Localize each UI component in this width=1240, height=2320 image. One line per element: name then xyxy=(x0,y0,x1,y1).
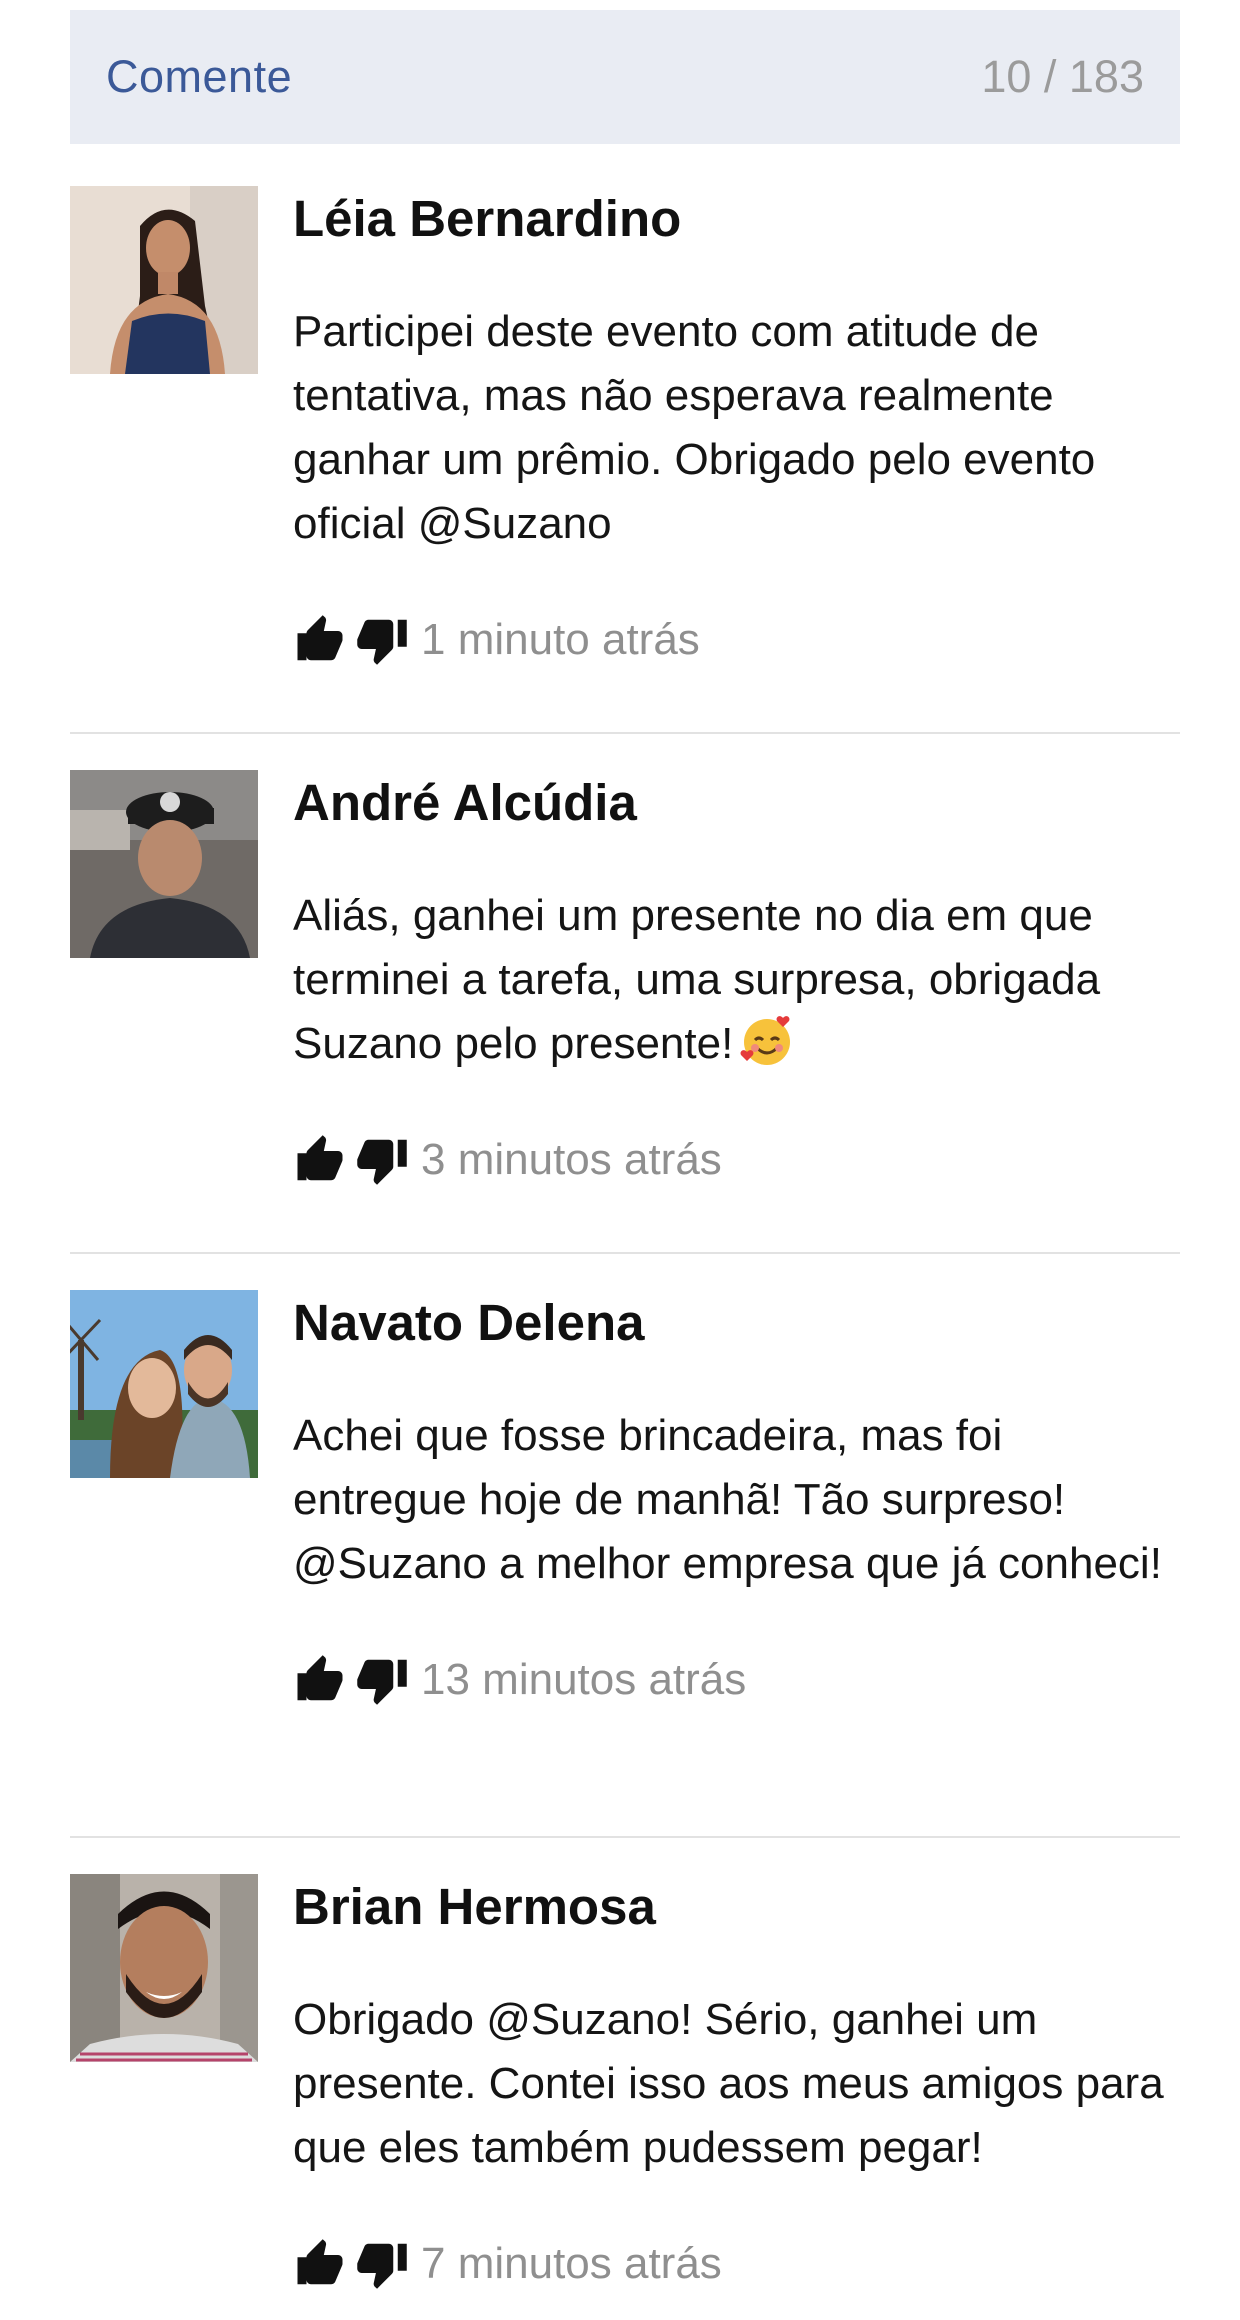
comment-author[interactable]: André Alcúdia xyxy=(293,774,637,831)
thumbs-down-icon[interactable] xyxy=(355,613,409,667)
thumbs-down-icon[interactable] xyxy=(355,1133,409,1187)
comment-body xyxy=(293,1874,1183,2294)
avatar[interactable] xyxy=(70,770,258,958)
comment-text-content: Aliás, ganhei um presente no dia em que terminei a tarefa, uma surpresa, obrigada Suzano pelo presente! xyxy=(293,891,1101,1068)
comment-text xyxy=(293,884,1183,1076)
thumbs-down-icon[interactable] xyxy=(355,1653,409,1707)
comments-count: 10 / 183 xyxy=(981,51,1144,102)
comment-text: Achei que fosse brincadeira, mas foi entregue hoje de manhã! Tão surpreso! @Suzano a melhor empresa que já conheci! xyxy=(293,1411,1162,1588)
comments-header xyxy=(70,10,1180,144)
comment-meta xyxy=(293,2234,1183,2294)
thumbs-up-icon[interactable] xyxy=(293,1133,347,1187)
thumbs-up-icon[interactable] xyxy=(293,2237,347,2291)
comment-author[interactable]: Brian Hermosa xyxy=(293,1878,656,1935)
divider xyxy=(70,732,1180,734)
comment-meta xyxy=(293,1650,1183,1710)
comment-body xyxy=(293,186,1183,670)
comments-title[interactable]: Comente xyxy=(106,51,293,102)
divider xyxy=(70,1252,1180,1254)
comment-author[interactable]: Navato Delena xyxy=(293,1294,645,1351)
comment-text: Obrigado @Suzano! Sério, ganhei um presente. Contei isso aos meus amigos para que eles também pudessem pegar! xyxy=(293,1995,1164,2172)
comment-time: 13 minutos atrás xyxy=(421,1655,747,1704)
avatar[interactable] xyxy=(70,1874,258,2062)
smiling-face-with-hearts-icon xyxy=(739,1012,795,1068)
comment-time: 7 minutos atrás xyxy=(421,2239,722,2288)
divider xyxy=(70,1836,1180,1838)
avatar[interactable] xyxy=(70,1290,258,1478)
comment-body xyxy=(293,1290,1183,1710)
avatar[interactable] xyxy=(70,186,258,374)
thumbs-up-icon[interactable] xyxy=(293,1653,347,1707)
thumbs-down-icon[interactable] xyxy=(355,2237,409,2291)
comment-meta xyxy=(293,1130,1183,1190)
comment-text: Participei deste evento com atitude de tentativa, mas não esperava realmente ganhar um prêmio. Obrigado pelo evento oficial @Suzano xyxy=(293,307,1096,548)
comment-author[interactable]: Léia Bernardino xyxy=(293,190,682,247)
thumbs-up-icon[interactable] xyxy=(293,613,347,667)
comment-body xyxy=(293,770,1183,1190)
comment-time: 3 minutos atrás xyxy=(421,1135,722,1184)
comment-time: 1 minuto atrás xyxy=(421,615,700,664)
comment-meta xyxy=(293,610,1183,670)
